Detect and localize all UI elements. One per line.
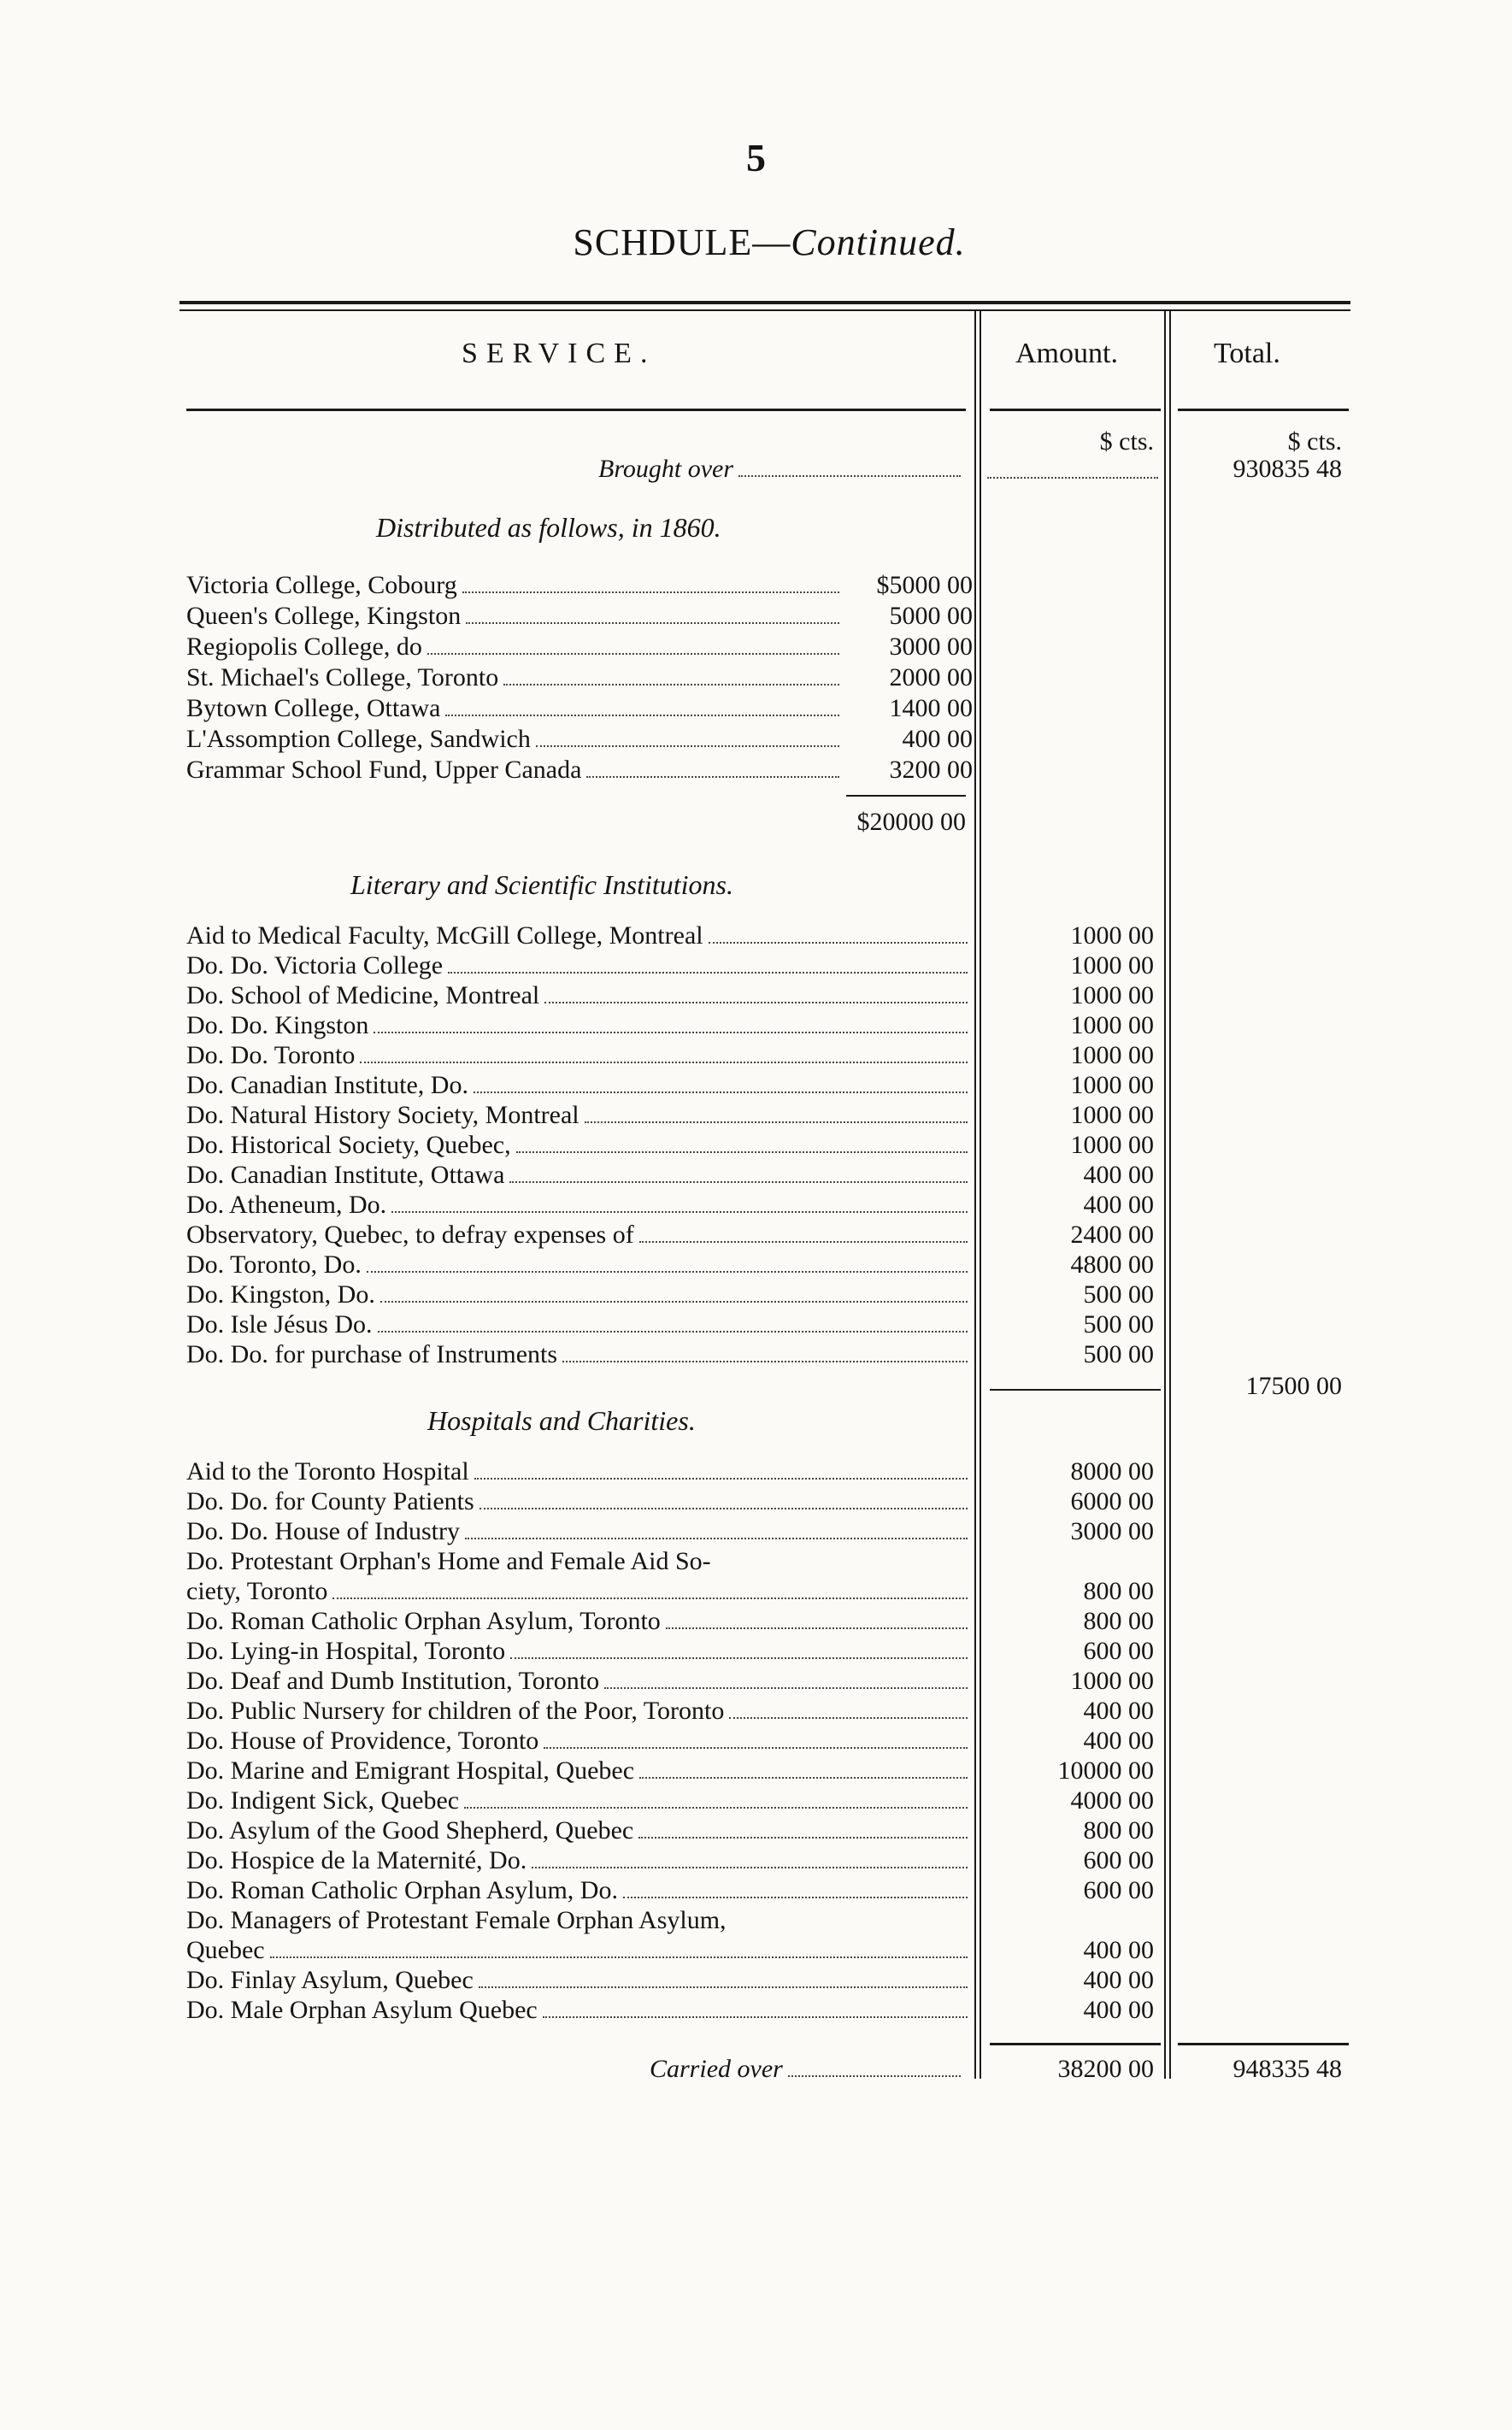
hospital-item-name: Do. Lying-in Hospital, Toronto: [186, 1637, 506, 1665]
header-rule-amount: [990, 409, 1161, 411]
hospital-item-name: Do. Managers of Protestant Female Orphan Asylum,: [186, 1906, 727, 1934]
hospital-item-amount: 800 00: [1083, 1577, 1154, 1605]
literary-item-name: Observatory, Quebec, to defray expenses of: [186, 1221, 634, 1249]
distributed-item-name: Victoria College, Cobourg: [186, 571, 457, 599]
literary-item-row: [186, 1071, 973, 1100]
hospital-item-name: Do. Asylum of the Good Shepherd, Quebec: [186, 1816, 634, 1845]
literary-item-amount: 1000 00: [1070, 921, 1154, 950]
hospital-item-amount: 800 00: [1083, 1816, 1154, 1845]
brought-over-total: 930835 48: [1233, 455, 1342, 483]
distributed-subtotal: $20000 00: [856, 808, 966, 836]
hospital-item-name: Do. Roman Catholic Orphan Asylum, Do.: [186, 1876, 618, 1904]
hospital-item-amount: 400 00: [1083, 1936, 1154, 1964]
hospital-item-row: [186, 1966, 973, 1995]
literary-item-amount: 1000 00: [1070, 981, 1154, 1009]
literary-item-name: Do. Natural History Society, Montreal: [186, 1101, 580, 1129]
literary-item-name: Do. Isle Jésus Do.: [186, 1310, 373, 1339]
column-divider-service: [974, 309, 976, 2079]
carried-over-label: Carried over: [650, 2055, 783, 2083]
literary-item-row: [186, 1191, 973, 1220]
hospital-item-name: Do. Finlay Asylum, Quebec: [186, 1966, 474, 1994]
literary-item-amount: 500 00: [1083, 1310, 1154, 1339]
hospital-item-amount: 600 00: [1083, 1637, 1154, 1665]
header-service: SERVICE.: [462, 338, 656, 369]
distributed-item-row: [186, 663, 973, 692]
literary-heading: Literary and Scientific Institutions.: [350, 869, 733, 900]
hospital-item-row: [186, 1607, 973, 1636]
title-main: SCHDULE—: [573, 221, 791, 263]
literary-item-amount: 1000 00: [1070, 1101, 1154, 1129]
top-rule: [179, 301, 1350, 304]
distributed-item-value: 3200 00: [889, 756, 973, 784]
amount-units: $ cts.: [1099, 427, 1154, 456]
literary-item-name: Aid to Medical Faculty, McGill College, Montreal: [186, 921, 703, 950]
literary-item-row: [186, 921, 973, 950]
literary-item-amount: 500 00: [1083, 1340, 1154, 1368]
hospital-item-amount: 600 00: [1083, 1876, 1154, 1904]
literary-item-row: [186, 1280, 973, 1309]
literary-item-amount: 1000 00: [1070, 1011, 1154, 1039]
literary-item-name: Do. Do. Kingston: [186, 1011, 369, 1039]
hospital-item-row: [186, 1697, 973, 1726]
distributed-item-name: St. Michael's College, Toronto: [186, 663, 499, 691]
distributed-subtotal-rule: [846, 795, 966, 797]
hospital-item-row: [186, 1816, 973, 1845]
hospital-item-name: Do. Marine and Emigrant Hospital, Quebec: [186, 1756, 635, 1785]
distributed-item-name: Bytown College, Ottawa: [186, 694, 441, 722]
hospital-item-row: [186, 1906, 973, 1935]
literary-item-amount: 1000 00: [1070, 1131, 1154, 1159]
hospital-item-row: [186, 1637, 973, 1666]
header-amount: Amount.: [1015, 338, 1118, 369]
distributed-item-name: L'Assomption College, Sandwich: [186, 725, 531, 753]
literary-total: 17500 00: [1245, 1372, 1342, 1400]
literary-item-row: [186, 1011, 973, 1040]
distributed-item-row: [186, 725, 973, 754]
hospital-item-amount: 400 00: [1083, 1996, 1154, 2024]
literary-item-name: Do. Do. Toronto: [186, 1041, 356, 1069]
hospital-item-name: Do. Do. for County Patients: [186, 1487, 474, 1515]
carried-total-rule: [1178, 2043, 1349, 2045]
literary-item-name: Do. School of Medicine, Montreal: [186, 981, 540, 1009]
hospital-item-name: Do. Male Orphan Asylum Quebec: [186, 1996, 538, 2024]
hospital-item-row: [186, 1487, 973, 1516]
literary-item-name: Do. Canadian Institute, Ottawa: [186, 1161, 505, 1189]
hospital-item-row: [186, 1667, 973, 1696]
hospital-item-name: Quebec: [186, 1936, 265, 1964]
literary-amount-rule: [990, 1389, 1161, 1391]
hospital-item-name: Do. Hospice de la Maternité, Do.: [186, 1846, 527, 1874]
hospital-item-name: Do. House of Providence, Toronto: [186, 1727, 539, 1755]
literary-item-name: Do. Canadian Institute, Do.: [186, 1071, 468, 1099]
brought-over-label: Brought over: [598, 455, 734, 483]
literary-item-amount: 4800 00: [1070, 1250, 1154, 1279]
hospital-item-amount: 400 00: [1083, 1966, 1154, 1994]
distributed-item-name: Grammar School Fund, Upper Canada: [186, 756, 582, 784]
literary-item-amount: 2400 00: [1070, 1221, 1154, 1249]
literary-item-amount: 400 00: [1083, 1161, 1154, 1189]
distributed-item-row: [186, 633, 973, 662]
hospital-item-row: [186, 1996, 973, 2025]
hospital-item-amount: 8000 00: [1070, 1457, 1154, 1486]
distributed-item-row: [186, 756, 973, 785]
header-total: Total.: [1214, 338, 1280, 369]
distributed-item-name: Queen's College, Kingston: [186, 602, 462, 630]
distributed-item-value: 400 00: [902, 725, 973, 753]
literary-item-name: Do. Toronto, Do.: [186, 1250, 362, 1279]
hospital-item-amount: 3000 00: [1070, 1517, 1154, 1545]
hospital-item-name: Do. Do. House of Industry: [186, 1517, 460, 1545]
hospital-item-amount: 800 00: [1083, 1607, 1154, 1635]
hospital-item-name: Do. Public Nursery for children of the Poor, Toronto: [186, 1697, 725, 1725]
distributed-item-value: $5000 00: [876, 571, 973, 599]
top-rule-thin: [179, 309, 1350, 311]
brought-over-leader: [987, 455, 1158, 479]
distributed-item-value: 2000 00: [889, 663, 973, 691]
hospital-item-name: Do. Protestant Orphan's Home and Female Aid So-: [186, 1547, 711, 1575]
literary-item-name: Do. Kingston, Do.: [186, 1280, 375, 1309]
literary-item-name: Do. Do. Victoria College: [186, 951, 444, 980]
hospital-item-row: [186, 1547, 973, 1576]
hospital-item-name: Aid to the Toronto Hospital: [186, 1457, 469, 1486]
carried-over-amount: 38200 00: [1057, 2055, 1154, 2083]
carried-amount-rule: [990, 2043, 1161, 2045]
literary-item-row: [186, 1340, 973, 1369]
hospital-item-row: [186, 1786, 973, 1815]
total-units: $ cts.: [1287, 427, 1342, 456]
header-rule-service: [186, 409, 966, 411]
carried-over-total: 948335 48: [1233, 2055, 1342, 2083]
distributed-item-row: [186, 602, 973, 631]
literary-item-row: [186, 1310, 973, 1339]
page-number: 5: [746, 136, 766, 179]
hospital-item-row: [186, 1727, 973, 1756]
brought-over-row: [598, 455, 966, 484]
literary-item-amount: 1000 00: [1070, 951, 1154, 980]
literary-item-row: [186, 981, 973, 1010]
literary-item-name: Do. Atheneum, Do.: [186, 1191, 387, 1219]
literary-item-row: [186, 1131, 973, 1160]
literary-item-name: Do. Do. for purchase of Instruments: [186, 1340, 558, 1368]
hospital-item-name: Do. Deaf and Dumb Institution, Toronto: [186, 1667, 600, 1695]
distributed-item-value: 1400 00: [889, 694, 973, 722]
hospital-item-amount: 400 00: [1083, 1727, 1154, 1755]
literary-item-row: [186, 1101, 973, 1130]
literary-item-amount: 1000 00: [1070, 1041, 1154, 1069]
hospital-item-row: [186, 1577, 973, 1606]
hospital-item-amount: 600 00: [1083, 1846, 1154, 1874]
hospital-item-row: [186, 1756, 973, 1786]
distributed-item-row: [186, 571, 973, 600]
hospital-item-row: [186, 1457, 973, 1486]
hospital-item-name: Do. Indigent Sick, Quebec: [186, 1786, 460, 1815]
literary-item-row: [186, 951, 973, 980]
hospital-item-row: [186, 1876, 973, 1905]
page-title: [0, 221, 1512, 264]
hospital-item-amount: 6000 00: [1070, 1487, 1154, 1515]
header-rule-total: [1178, 409, 1349, 411]
distributed-heading: Distributed as follows, in 1860.: [376, 512, 721, 543]
hospital-item-name: Do. Roman Catholic Orphan Asylum, Toronto: [186, 1607, 661, 1635]
hospital-item-row: [186, 1846, 973, 1875]
distributed-item-value: 5000 00: [889, 602, 973, 630]
literary-item-row: [186, 1250, 973, 1280]
literary-item-name: Do. Historical Society, Quebec,: [186, 1131, 511, 1159]
title-italic: Continued.: [791, 221, 966, 263]
literary-item-row: [186, 1041, 973, 1070]
hospital-item-amount: 1000 00: [1070, 1667, 1154, 1695]
literary-item-amount: 400 00: [1083, 1191, 1154, 1219]
column-divider-amount-2: [1169, 309, 1171, 2079]
distributed-item-name: Regiopolis College, do: [186, 633, 422, 661]
hospitals-heading: Hospitals and Charities.: [427, 1405, 696, 1436]
literary-item-amount: 1000 00: [1070, 1071, 1154, 1099]
hospital-item-amount: 4000 00: [1070, 1786, 1154, 1815]
hospital-item-row: [186, 1517, 973, 1546]
hospital-item-name: ciety, Toronto: [186, 1577, 328, 1605]
hospital-item-amount: 400 00: [1083, 1697, 1154, 1725]
distributed-item-row: [186, 694, 973, 723]
literary-item-row: [186, 1161, 973, 1190]
hospital-item-row: [186, 1936, 973, 1965]
distributed-item-value: 3000 00: [889, 633, 973, 661]
literary-item-amount: 500 00: [1083, 1280, 1154, 1309]
column-divider-service-2: [980, 309, 981, 2079]
hospital-item-amount: 10000 00: [1057, 1756, 1154, 1785]
carried-over-row: [650, 2055, 966, 2084]
column-divider-amount: [1164, 309, 1166, 2079]
literary-item-row: [186, 1221, 973, 1250]
